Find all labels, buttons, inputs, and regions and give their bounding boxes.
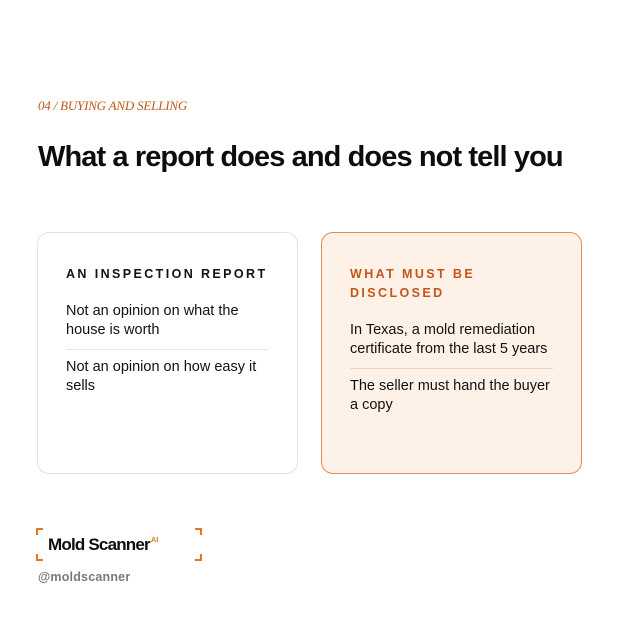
card-heading: WHAT MUST BE DISCLOSED: [350, 267, 476, 300]
social-handle: @moldscanner: [38, 570, 131, 584]
brand-name: [48, 535, 158, 555]
disclosure-card: [321, 232, 582, 474]
list-item: In Texas, a mold remediation certificate from the last 5 years: [350, 322, 548, 357]
brand-name-text: Mold Scanner: [48, 535, 150, 554]
card-heading: AN INSPECTION REPORT: [66, 267, 268, 281]
logo-corner-bracket: [36, 554, 43, 561]
logo-corner-bracket: [195, 528, 202, 535]
logo-corner-bracket: [195, 554, 202, 561]
list-item: Not an opinion on how easy it sells: [66, 349, 269, 405]
list-item: The seller must hand the buyer a copy: [350, 368, 553, 424]
brand-ai-badge: AI: [150, 535, 159, 544]
logo-corner-bracket: [36, 528, 43, 535]
section-eyebrow: 04 / BUYING AND SELLING: [38, 98, 188, 113]
inspection-report-card: [37, 232, 298, 474]
brand-logo: [36, 528, 202, 561]
list-item: Not an opinion on what the house is worth: [66, 303, 239, 338]
page-title: What a report does and does not tell you: [38, 141, 563, 173]
